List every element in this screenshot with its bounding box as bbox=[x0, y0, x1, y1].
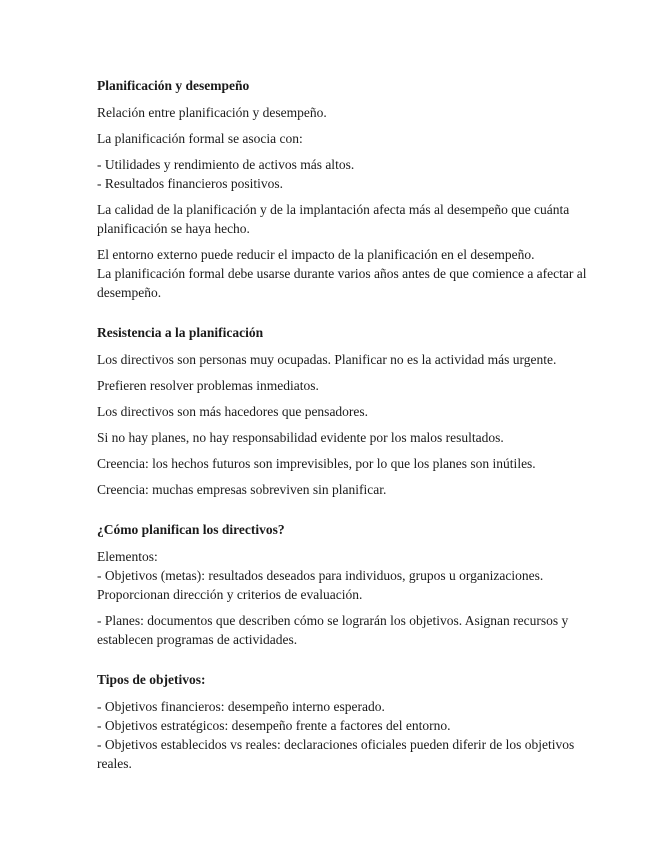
paragraph bbox=[97, 155, 612, 193]
section-heading: Tipos de objetivos: bbox=[97, 672, 206, 687]
paragraph bbox=[97, 402, 612, 421]
section-resistencia-planificacion bbox=[97, 323, 612, 499]
paragraph bbox=[97, 129, 612, 148]
section-heading: Resistencia a la planificación bbox=[97, 325, 264, 340]
section-como-planifican bbox=[97, 520, 612, 649]
paragraph bbox=[97, 480, 612, 499]
text-line: - Resultados financieros positivos. bbox=[97, 176, 283, 191]
text-line: Si no hay planes, no hay responsabilidad evidente por los malos resultados. bbox=[97, 430, 504, 445]
paragraph bbox=[97, 245, 612, 302]
text-line: Prefieren resolver problemas inmediatos. bbox=[97, 378, 319, 393]
text-line: Elementos: bbox=[97, 549, 158, 564]
section-heading: ¿Cómo planifican los directivos? bbox=[97, 522, 285, 537]
paragraph bbox=[97, 103, 612, 122]
text-line: Relación entre planificación y desempeño. bbox=[97, 105, 327, 120]
text-line: La planificación formal se asocia con: bbox=[97, 131, 303, 146]
text-line: - Objetivos estratégicos: desempeño frente a factores del entorno. bbox=[97, 718, 451, 733]
document-page bbox=[97, 76, 612, 780]
paragraph bbox=[97, 350, 612, 369]
section-planificacion-desempeno bbox=[97, 76, 612, 302]
text-line: Los directivos son personas muy ocupadas. Planificar no es la actividad más urgente. bbox=[97, 352, 557, 367]
paragraph bbox=[97, 428, 612, 447]
section-tipos-objetivos bbox=[97, 670, 612, 773]
paragraph bbox=[97, 547, 612, 604]
section-heading: Planificación y desempeño bbox=[97, 78, 250, 93]
paragraph bbox=[97, 376, 612, 395]
paragraph bbox=[97, 611, 612, 649]
text-line: - Objetivos establecidos vs reales: declaraciones oficiales pueden diferir de los objetivos reales. bbox=[97, 737, 575, 771]
text-line: - Objetivos financieros: desempeño interno esperado. bbox=[97, 699, 385, 714]
text-line: Creencia: los hechos futuros son imprevisibles, por lo que los planes son inútiles. bbox=[97, 456, 536, 471]
text-line: Los directivos son más hacedores que pensadores. bbox=[97, 404, 369, 419]
text-line: - Planes: documentos que describen cómo se lograrán los objetivos. Asignan recursos y establecen programas de actividades. bbox=[97, 613, 569, 647]
text-line: El entorno externo puede reducir el impacto de la planificación en el desempeño. bbox=[97, 247, 535, 262]
text-line: La planificación formal debe usarse durante varios años antes de que comience a afectar al desempeño. bbox=[97, 266, 587, 300]
paragraph bbox=[97, 454, 612, 473]
paragraph bbox=[97, 697, 612, 773]
text-line: - Objetivos (metas): resultados deseados para individuos, grupos u organizaciones. Proporcionan dirección y criterios de evaluación. bbox=[97, 568, 544, 602]
text-line: Creencia: muchas empresas sobreviven sin planificar. bbox=[97, 482, 387, 497]
text-line: La calidad de la planificación y de la implantación afecta más al desempeño que cuánta planificación se haya hecho. bbox=[97, 202, 570, 236]
paragraph bbox=[97, 200, 612, 238]
text-line: - Utilidades y rendimiento de activos más altos. bbox=[97, 157, 355, 172]
